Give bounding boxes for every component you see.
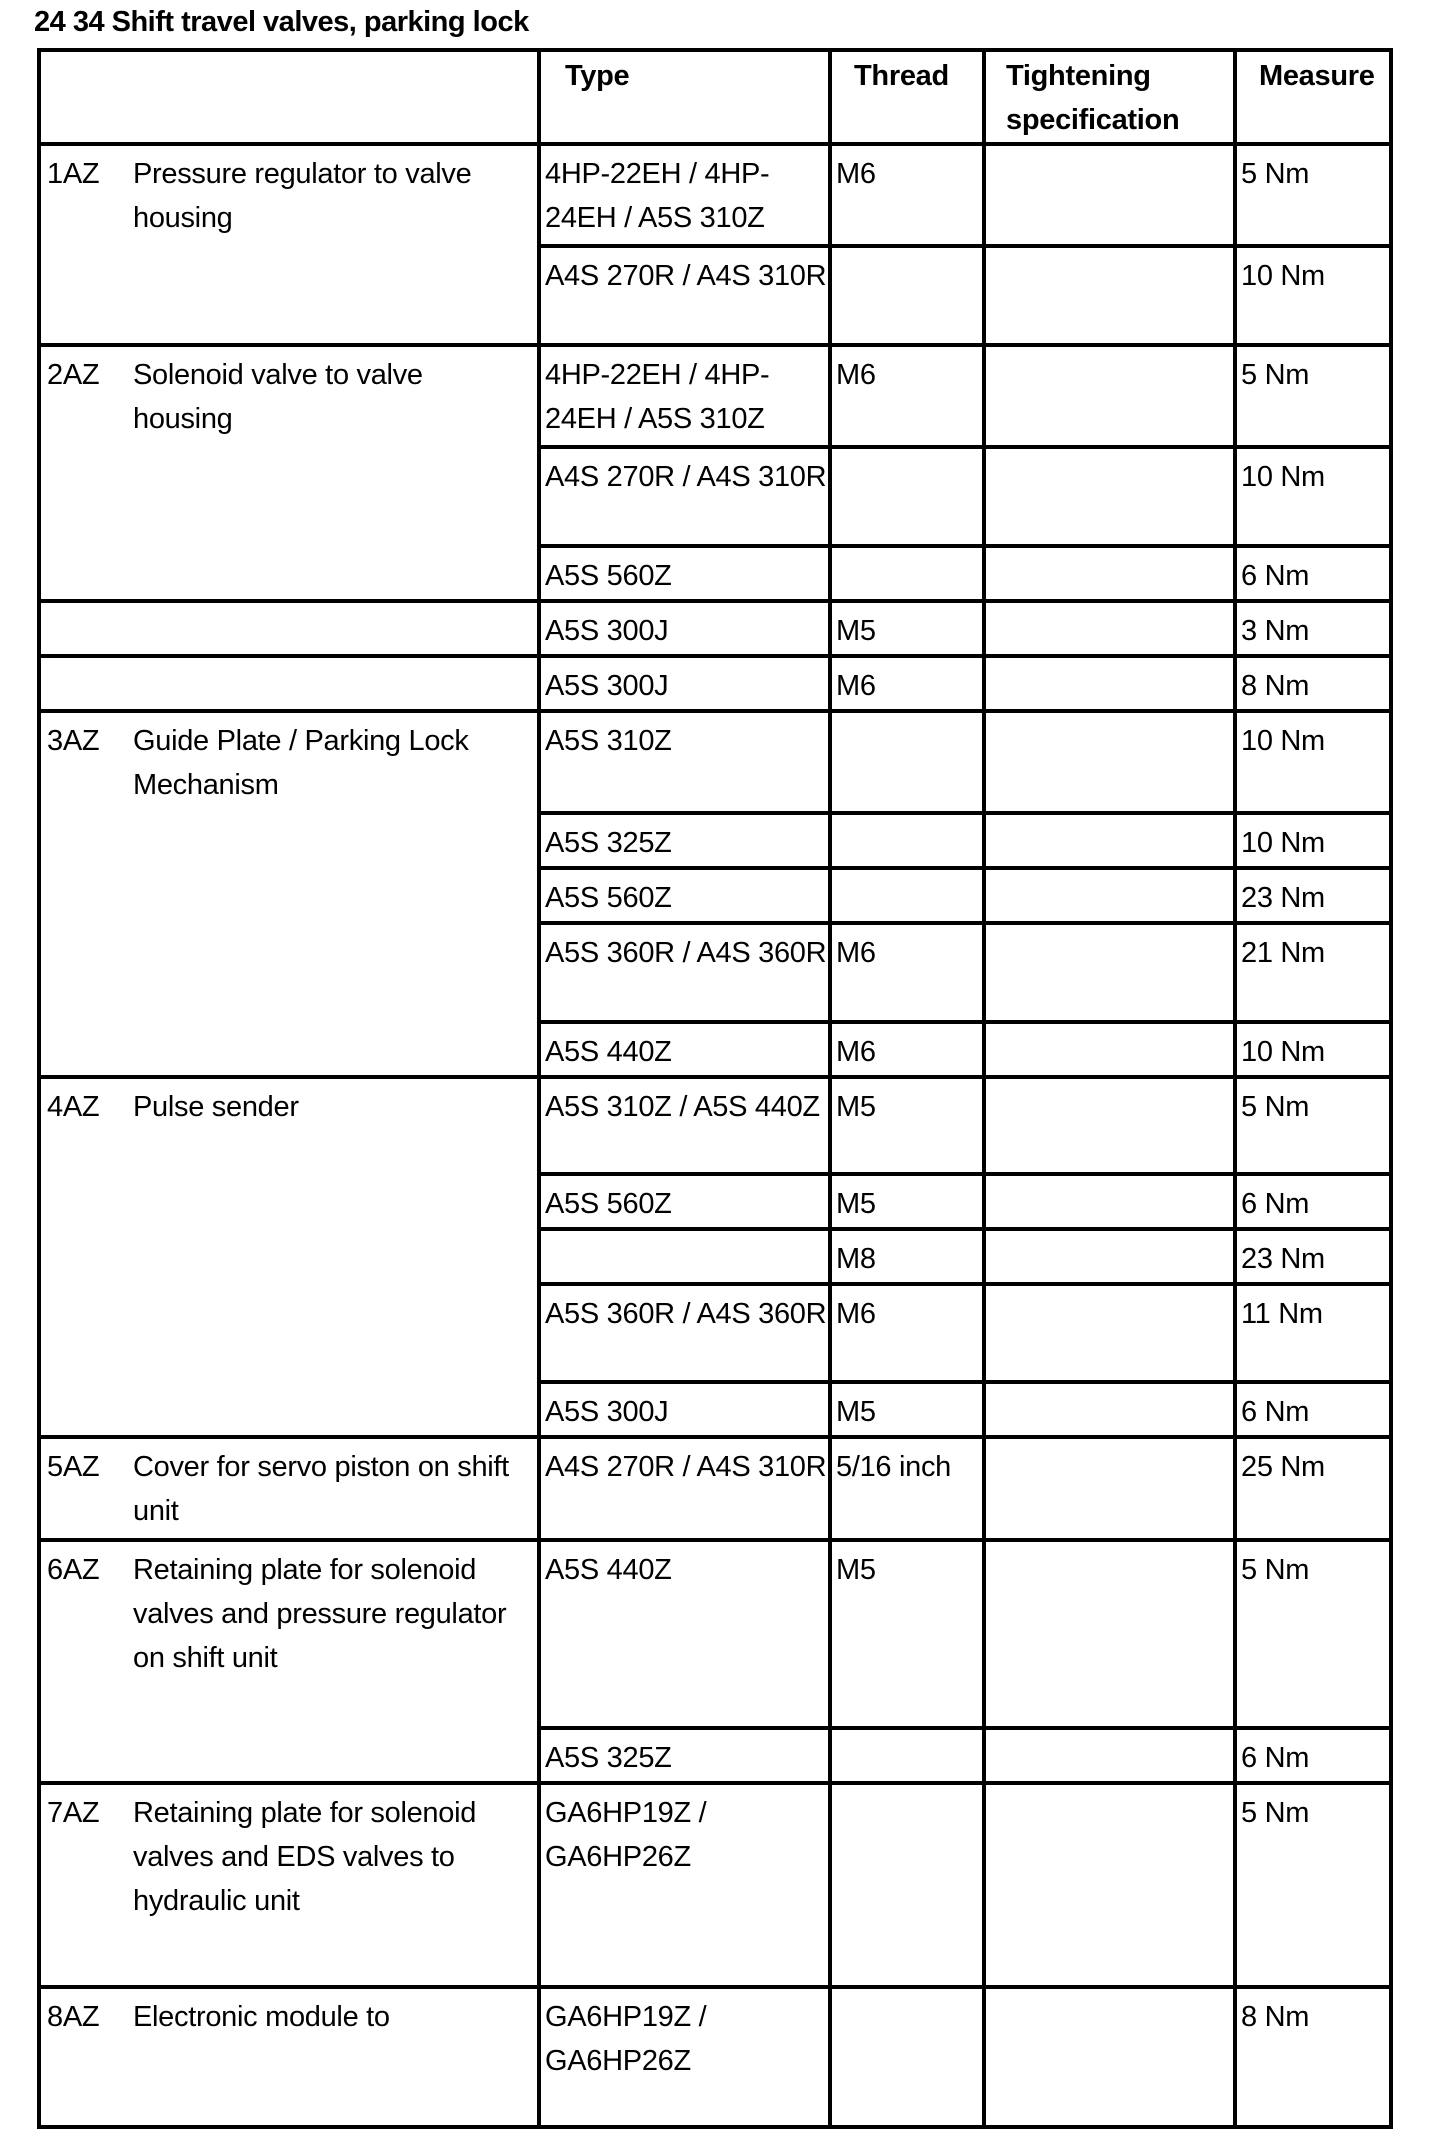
table-row	[39, 711, 1391, 813]
type-cell: A5S 300J	[539, 656, 830, 711]
thread-cell	[830, 711, 984, 813]
measure-cell: 10 Nm	[1235, 813, 1391, 868]
component-cell	[39, 345, 539, 601]
spec-cell	[984, 546, 1235, 601]
type-cell: A4S 270R / A4S 310R	[539, 447, 830, 546]
type-cell: A5S 440Z	[539, 1540, 830, 1728]
spec-cell	[984, 1077, 1235, 1174]
table-row	[39, 601, 1391, 656]
component-id: 5AZ	[47, 1451, 100, 1483]
spec-cell	[984, 1174, 1235, 1229]
table-row	[39, 1987, 1391, 2127]
component-cell	[39, 1077, 539, 1437]
measure-cell: 6 Nm	[1235, 1382, 1391, 1437]
spec-cell	[984, 1728, 1235, 1783]
component-description: Retaining plate for solenoid valves and pressure regulator on shift unit	[133, 1554, 507, 1674]
header-measure: Measure	[1235, 50, 1391, 144]
thread-cell: M6	[830, 345, 984, 447]
type-cell: 4HP-22EH / 4HP-24EH / A5S 310Z	[539, 345, 830, 447]
type-cell: A5S 310Z / A5S 440Z	[539, 1077, 830, 1174]
type-cell: A4S 270R / A4S 310R	[539, 246, 830, 345]
thread-cell: M6	[830, 1022, 984, 1077]
component-cell	[39, 1437, 539, 1540]
spec-cell	[984, 711, 1235, 813]
header-thread: Thread	[830, 50, 984, 144]
component	[47, 1548, 537, 1680]
thread-cell	[830, 246, 984, 345]
type-cell: A5S 360R / A4S 360R	[539, 923, 830, 1022]
measure-cell: 3 Nm	[1235, 601, 1391, 656]
component-cell	[39, 1783, 539, 1987]
type-cell: GA6HP19Z / GA6HP26Z	[539, 1783, 830, 1987]
component-description: Retaining plate for solenoid valves and EDS valves to hydraulic unit	[133, 1797, 477, 1917]
type-cell: A5S 310Z	[539, 711, 830, 813]
header-type: Type	[539, 50, 830, 144]
component-cell	[39, 1540, 539, 1783]
type-cell: A5S 360R / A4S 360R	[539, 1284, 830, 1382]
thread-cell	[830, 1728, 984, 1783]
component-id: 3AZ	[47, 725, 100, 757]
component	[47, 1791, 537, 1923]
measure-cell: 23 Nm	[1235, 1229, 1391, 1284]
thread-cell: M5	[830, 1540, 984, 1728]
component	[47, 152, 537, 240]
type-cell: 4HP-22EH / 4HP-24EH / A5S 310Z	[539, 144, 830, 246]
thread-cell: M5	[830, 1382, 984, 1437]
thread-cell: M5	[830, 1077, 984, 1174]
component-description: Cover for servo piston on shift unit	[133, 1451, 509, 1527]
spec-cell	[984, 447, 1235, 546]
measure-cell: 10 Nm	[1235, 447, 1391, 546]
measure-cell: 11 Nm	[1235, 1284, 1391, 1382]
component-cell	[39, 144, 539, 345]
type-cell: A5S 300J	[539, 601, 830, 656]
type-cell: A5S 325Z	[539, 1728, 830, 1783]
component-description: Solenoid valve to valve housing	[133, 359, 423, 435]
measure-cell: 6 Nm	[1235, 546, 1391, 601]
thread-cell: M6	[830, 923, 984, 1022]
table-row	[39, 144, 1391, 246]
table-header-row	[39, 50, 1391, 144]
spec-cell	[984, 1540, 1235, 1728]
thread-cell	[830, 813, 984, 868]
type-cell: A5S 325Z	[539, 813, 830, 868]
thread-cell	[830, 1783, 984, 1987]
table-row	[39, 1077, 1391, 1174]
spec-cell	[984, 601, 1235, 656]
thread-cell: M6	[830, 1284, 984, 1382]
type-cell: A4S 270R / A4S 310R	[539, 1437, 830, 1540]
spec-cell	[984, 1022, 1235, 1077]
component-id: 7AZ	[47, 1797, 100, 1829]
component	[47, 1445, 537, 1533]
header-tightening-spec: Tightening specification	[984, 50, 1235, 144]
type-cell: A5S 560Z	[539, 1174, 830, 1229]
spec-cell	[984, 345, 1235, 447]
type-cell	[539, 1229, 830, 1284]
measure-cell: 6 Nm	[1235, 1174, 1391, 1229]
thread-cell	[830, 1987, 984, 2127]
table-row	[39, 656, 1391, 711]
measure-cell: 5 Nm	[1235, 1540, 1391, 1728]
torque-spec-table	[37, 48, 1393, 2129]
table-row	[39, 1437, 1391, 1540]
component-description: Pulse sender	[133, 1091, 299, 1123]
measure-cell: 8 Nm	[1235, 656, 1391, 711]
measure-cell: 5 Nm	[1235, 1077, 1391, 1174]
thread-cell	[830, 868, 984, 923]
spec-cell	[984, 813, 1235, 868]
measure-cell: 21 Nm	[1235, 923, 1391, 1022]
table-row	[39, 1783, 1391, 1987]
component-id: 8AZ	[47, 2001, 100, 2033]
measure-cell: 8 Nm	[1235, 1987, 1391, 2127]
thread-cell: M5	[830, 1174, 984, 1229]
measure-cell: 25 Nm	[1235, 1437, 1391, 1540]
component	[47, 353, 537, 441]
type-cell: GA6HP19Z / GA6HP26Z	[539, 1987, 830, 2127]
component-description: Pressure regulator to valve housing	[133, 158, 472, 234]
thread-cell: M6	[830, 144, 984, 246]
spec-cell	[984, 923, 1235, 1022]
thread-cell: 5/16 inch	[830, 1437, 984, 1540]
spec-cell	[984, 246, 1235, 345]
component	[47, 719, 537, 807]
type-cell: A5S 300J	[539, 1382, 830, 1437]
spec-cell	[984, 656, 1235, 711]
component-description: Guide Plate / Parking Lock Mechanism	[133, 725, 469, 801]
component-cell	[39, 656, 539, 711]
spec-cell	[984, 1783, 1235, 1987]
spec-cell	[984, 1284, 1235, 1382]
measure-cell: 10 Nm	[1235, 711, 1391, 813]
component-cell	[39, 601, 539, 656]
spec-cell	[984, 1382, 1235, 1437]
measure-cell: 5 Nm	[1235, 144, 1391, 246]
measure-cell: 5 Nm	[1235, 1783, 1391, 1987]
component	[47, 1995, 537, 2039]
component-id: 6AZ	[47, 1554, 100, 1586]
table-body	[39, 144, 1391, 2127]
measure-cell: 5 Nm	[1235, 345, 1391, 447]
component-cell	[39, 711, 539, 1077]
component-description: Electronic module to	[133, 2001, 390, 2033]
type-cell: A5S 560Z	[539, 868, 830, 923]
spec-cell	[984, 868, 1235, 923]
table-row	[39, 1540, 1391, 1728]
spec-cell	[984, 1229, 1235, 1284]
thread-cell	[830, 447, 984, 546]
thread-cell	[830, 546, 984, 601]
component-cell	[39, 1987, 539, 2127]
thread-cell: M8	[830, 1229, 984, 1284]
section-title: 24 34 Shift travel valves, parking lock	[34, 6, 529, 38]
component	[47, 1085, 537, 1129]
table-row	[39, 345, 1391, 447]
type-cell: A5S 440Z	[539, 1022, 830, 1077]
measure-cell: 23 Nm	[1235, 868, 1391, 923]
component-id: 1AZ	[47, 158, 100, 190]
measure-cell: 6 Nm	[1235, 1728, 1391, 1783]
type-cell: A5S 560Z	[539, 546, 830, 601]
header-blank	[39, 50, 539, 144]
spec-cell	[984, 144, 1235, 246]
component-id: 2AZ	[47, 359, 100, 391]
measure-cell: 10 Nm	[1235, 246, 1391, 345]
thread-cell: M6	[830, 656, 984, 711]
thread-cell: M5	[830, 601, 984, 656]
component-id: 4AZ	[47, 1091, 100, 1123]
spec-cell	[984, 1437, 1235, 1540]
spec-cell	[984, 1987, 1235, 2127]
measure-cell: 10 Nm	[1235, 1022, 1391, 1077]
